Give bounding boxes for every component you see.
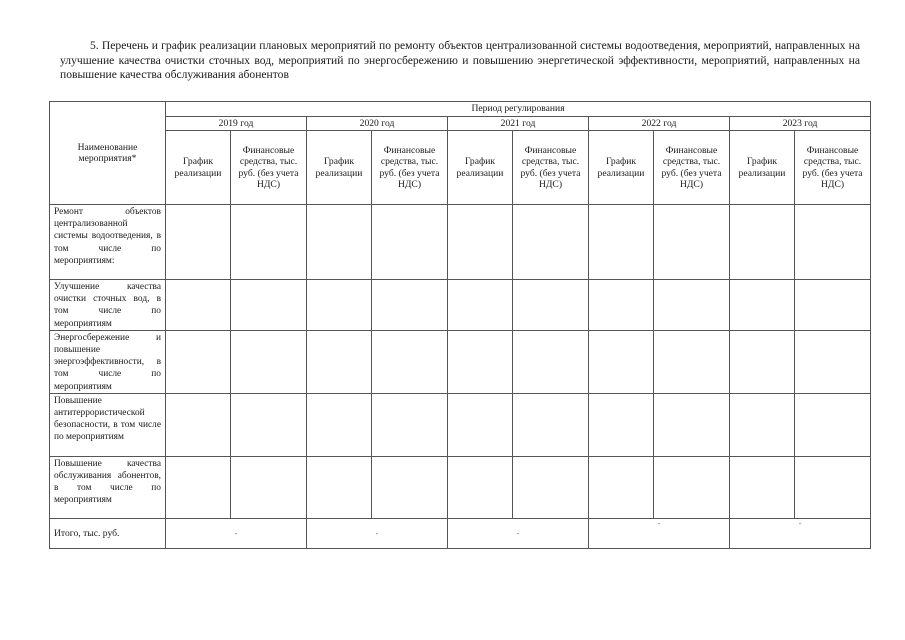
- empty-cell: [654, 456, 730, 518]
- empty-cell: [166, 205, 231, 280]
- empty-cell: [513, 456, 589, 518]
- activity-name-cell: Улучшение качества очистки сточных вод, в том числе по мероприятиям: [50, 280, 166, 331]
- activities-plan-table: [49, 101, 871, 549]
- empty-cell: [513, 393, 589, 456]
- total-value-cell: [307, 518, 448, 548]
- total-value: -: [234, 528, 238, 538]
- empty-cell: [372, 205, 448, 280]
- empty-cell: [231, 393, 307, 456]
- year-header: 2021 год: [448, 117, 589, 131]
- header-row-subcolumns: [50, 131, 871, 205]
- total-value-cell: [166, 518, 307, 548]
- empty-cell: [372, 456, 448, 518]
- total-value: -: [657, 518, 661, 528]
- schedule-column-header: График реализации: [730, 131, 795, 205]
- total-value: -: [798, 518, 802, 528]
- total-value: -: [375, 528, 379, 538]
- empty-cell: [654, 330, 730, 393]
- empty-cell: [513, 280, 589, 331]
- empty-cell: [307, 456, 372, 518]
- empty-cell: [589, 330, 654, 393]
- total-label: Итого, тыс. руб.: [50, 518, 166, 548]
- activity-name-cell: Повышение антитеррористической безопасности, в том числе по мероприятиям: [50, 393, 166, 456]
- finance-column-header: Финансовые средства, тыс. руб. (без учета НДС): [654, 131, 730, 205]
- total-value-cell: [730, 518, 871, 548]
- finance-column-header: Финансовые средства, тыс. руб. (без учета НДС): [795, 131, 871, 205]
- empty-cell: [589, 280, 654, 331]
- empty-cell: [231, 456, 307, 518]
- finance-column-header: Финансовые средства, тыс. руб. (без учета НДС): [513, 131, 589, 205]
- table-row: [50, 393, 871, 456]
- empty-cell: [730, 205, 795, 280]
- empty-cell: [795, 205, 871, 280]
- empty-cell: [448, 456, 513, 518]
- period-header: Период регулирования: [166, 102, 871, 117]
- empty-cell: [372, 393, 448, 456]
- empty-cell: [372, 280, 448, 331]
- table-row: [50, 280, 871, 331]
- name-column-header: Наименование мероприятия*: [50, 102, 166, 205]
- empty-cell: [448, 330, 513, 393]
- schedule-column-header: График реализации: [589, 131, 654, 205]
- empty-cell: [307, 280, 372, 331]
- empty-cell: [513, 330, 589, 393]
- finance-column-header: Финансовые средства, тыс. руб. (без учета НДС): [231, 131, 307, 205]
- finance-column-header: Финансовые средства, тыс. руб. (без учета НДС): [372, 131, 448, 205]
- document-heading: 5. Перечень и график реализации плановых мероприятий по ремонту объектов централизованной системы водоотведения, мероприятий, направленных на улучшение качества очистки сточных вод, мероприятий по энергосбережению и повышению энергетической эффективности, мероприятий, направленных на повышение качества обслуживания абонентов: [60, 39, 860, 81]
- empty-cell: [166, 393, 231, 456]
- total-value-cell: [589, 518, 730, 548]
- empty-cell: [730, 393, 795, 456]
- empty-cell: [654, 280, 730, 331]
- empty-cell: [795, 456, 871, 518]
- empty-cell: [589, 456, 654, 518]
- header-row-period: [50, 102, 871, 117]
- schedule-column-header: График реализации: [448, 131, 513, 205]
- empty-cell: [654, 205, 730, 280]
- empty-cell: [166, 280, 231, 331]
- empty-cell: [589, 205, 654, 280]
- table-row: [50, 205, 871, 280]
- empty-cell: [166, 330, 231, 393]
- empty-cell: [307, 330, 372, 393]
- empty-cell: [730, 330, 795, 393]
- empty-cell: [448, 280, 513, 331]
- empty-cell: [795, 393, 871, 456]
- total-value: -: [516, 528, 520, 538]
- activity-name-cell: Повышение качества обслуживания абонентов, в том числе по мероприятиям: [50, 456, 166, 518]
- header-row-years: [50, 117, 871, 131]
- empty-cell: [654, 393, 730, 456]
- empty-cell: [795, 280, 871, 331]
- empty-cell: [307, 205, 372, 280]
- year-header: 2020 год: [307, 117, 448, 131]
- empty-cell: [231, 280, 307, 331]
- year-header: 2023 год: [730, 117, 871, 131]
- total-value-cell: [448, 518, 589, 548]
- empty-cell: [513, 205, 589, 280]
- empty-cell: [795, 330, 871, 393]
- empty-cell: [372, 330, 448, 393]
- schedule-column-header: График реализации: [166, 131, 231, 205]
- year-header: 2019 год: [166, 117, 307, 131]
- empty-cell: [231, 330, 307, 393]
- empty-cell: [231, 205, 307, 280]
- empty-cell: [730, 280, 795, 331]
- empty-cell: [448, 205, 513, 280]
- table-row: [50, 456, 871, 518]
- total-row: [50, 518, 871, 548]
- activity-name-cell: Ремонт объектов централизованной системы водоотведения, в том числе по мероприятиям:: [50, 205, 166, 280]
- table-row: [50, 330, 871, 393]
- empty-cell: [166, 456, 231, 518]
- year-header: 2022 год: [589, 117, 730, 131]
- empty-cell: [307, 393, 372, 456]
- activity-name-cell: Энергосбережение и повышение энергоэффективности, в том числе по мероприятиям: [50, 330, 166, 393]
- empty-cell: [589, 393, 654, 456]
- empty-cell: [448, 393, 513, 456]
- empty-cell: [730, 456, 795, 518]
- schedule-column-header: График реализации: [307, 131, 372, 205]
